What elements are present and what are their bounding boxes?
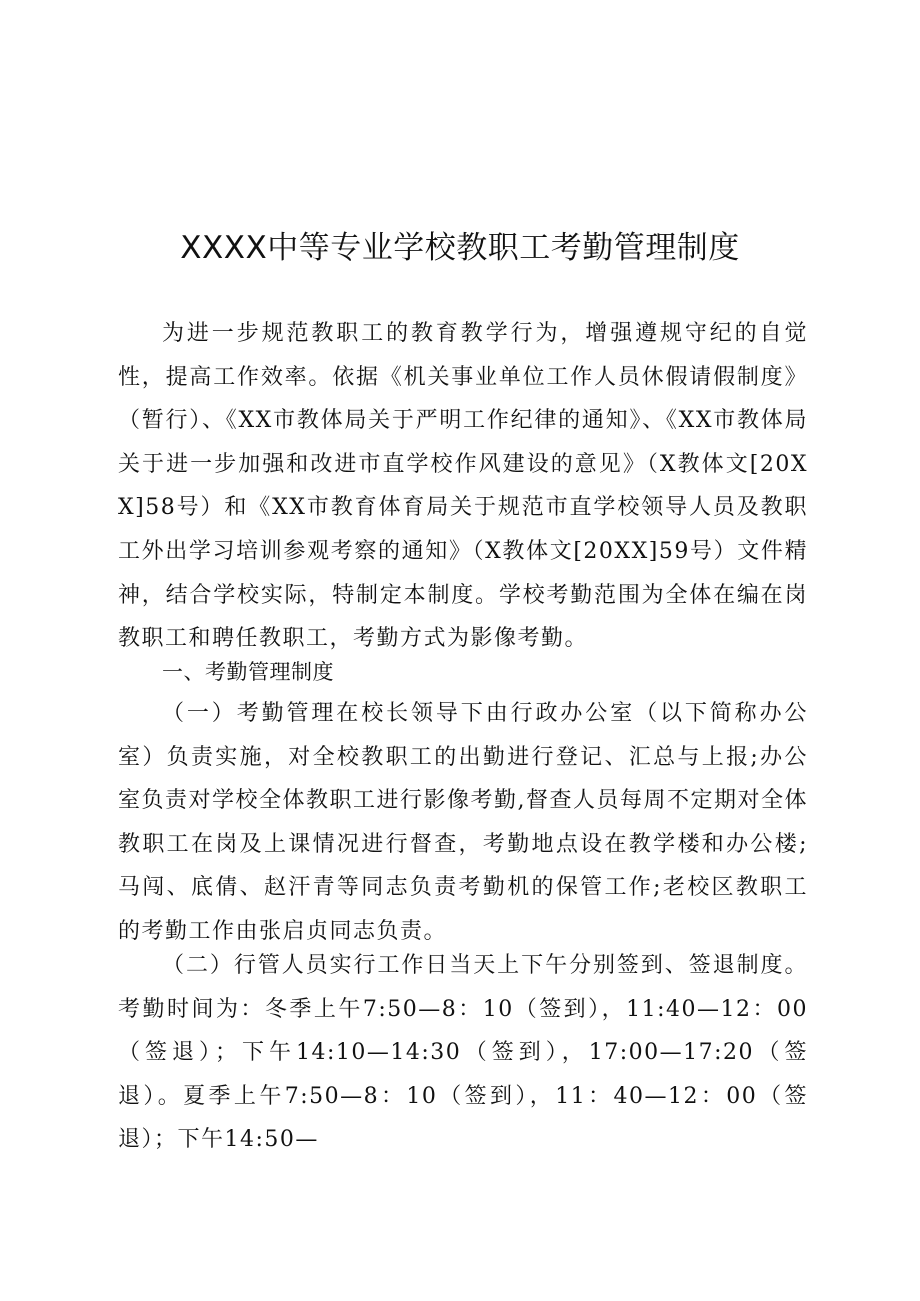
intro-paragraph: 为进一步规范教职工的教育教学行为，增强遵规守纪的自觉性，提高工作效率。依据《机关事业单位工作人员休假请假制度》（暂行）、《XX市教体局关于严明工作纪律的通知》、《XX市教体局关于进一步加强和改进市直学校作风建设的意见》（X教体文[20XX]58号）和《XX市教育体育局关于规范市直学校领导人员及教职工外出学习培训参观考察的通知》（X教体文[20XX]59号）文件精神，结合学校实际，特制定本制度。学校考勤范围为全体在编在岗教职工和聘任教职工，考勤方式为影像考勤。	[118, 321, 808, 652]
clause-paragraph-1: （一）考勤管理在校长领导下由行政办公室（以下简称办公室）负责实施，对全校教职工的出勤进行登记、汇总与上报;办公室负责对学校全体教职工进行影像考勤,督查人员每周不定期对全体教职工在岗及上课情况进行督查，考勤地点设在教学楼和办公楼;马闯、底倩、赵汗青等同志负责考勤机的保管工作;老校区教职工的考勤工作由张启贞同志负责。	[118, 701, 808, 944]
clause-paragraph-2: （二）行管人员实行工作日当天上下午分别签到、签退制度。考勤时间为：冬季上午7:50—8：10（签到），11:40—12：00（签退）；下午14:10—14:30（签到），17:00—17:20（签退）。夏季上午7:50—8：10（签到），11：40—12：00（签退）；下午14:50—	[118, 953, 808, 1153]
section-heading: 一、考勤管理制度	[162, 660, 334, 684]
document-title: XXXX中等专业学校教职工考勤管理制度	[180, 230, 740, 266]
